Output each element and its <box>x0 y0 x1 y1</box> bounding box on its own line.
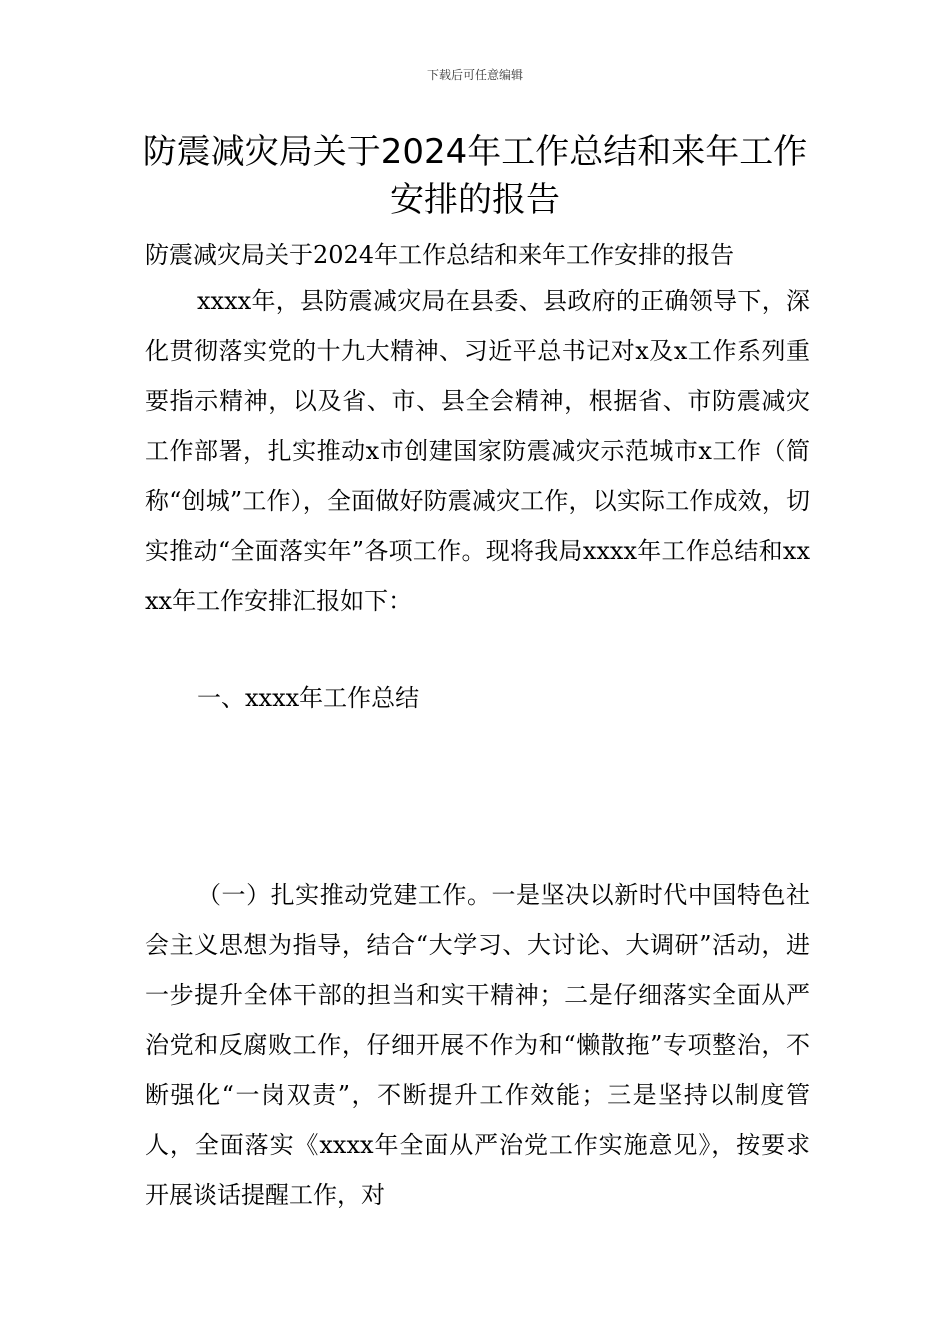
intro-paragraph: xxxx年，县防震减灾局在县委、县政府的正确领导下，深化贯彻落实党的十九大精神、习近平总书记对x及x工作系列重要指示精神，以及省、市、县全会精神，根据省、市防震减灾工作部署，扎实推动x市创建国家防震减灾示范城市x工作（简称“创城”工作），全面做好防震减灾工作，以实际工作成效，切实推动“全面落实年”各项工作。现将我局xxxx年工作总结和xxxx年工作安排汇报如下： <box>145 287 810 615</box>
section-heading: 一、xxxx年工作总结 <box>197 684 420 712</box>
document-subtitle: 防震减灾局关于2024年工作总结和来年工作安排的报告 <box>145 241 735 269</box>
document-title: 防震减灾局关于2024年工作总结和来年工作安排的报告 <box>142 132 808 220</box>
party-building-paragraph: （一）扎实推动党建工作。一是坚决以新时代中国特色社会主义思想为指导，结合“大学习、大讨论、大调研”活动，进一步提升全体干部的担当和实干精神；二是仔细落实全面从严治党和反腐败工作，仔细开展不作为和“懒散拖”专项整治，不断强化“一岗双责”，不断提升工作效能；三是坚持以制度管人，全面落实《xxxx年全面从严治党工作实施意见》，按要求开展谈话提醒工作，对 <box>145 881 810 1209</box>
header-note: 下载后可任意编辑 <box>426 68 523 82</box>
